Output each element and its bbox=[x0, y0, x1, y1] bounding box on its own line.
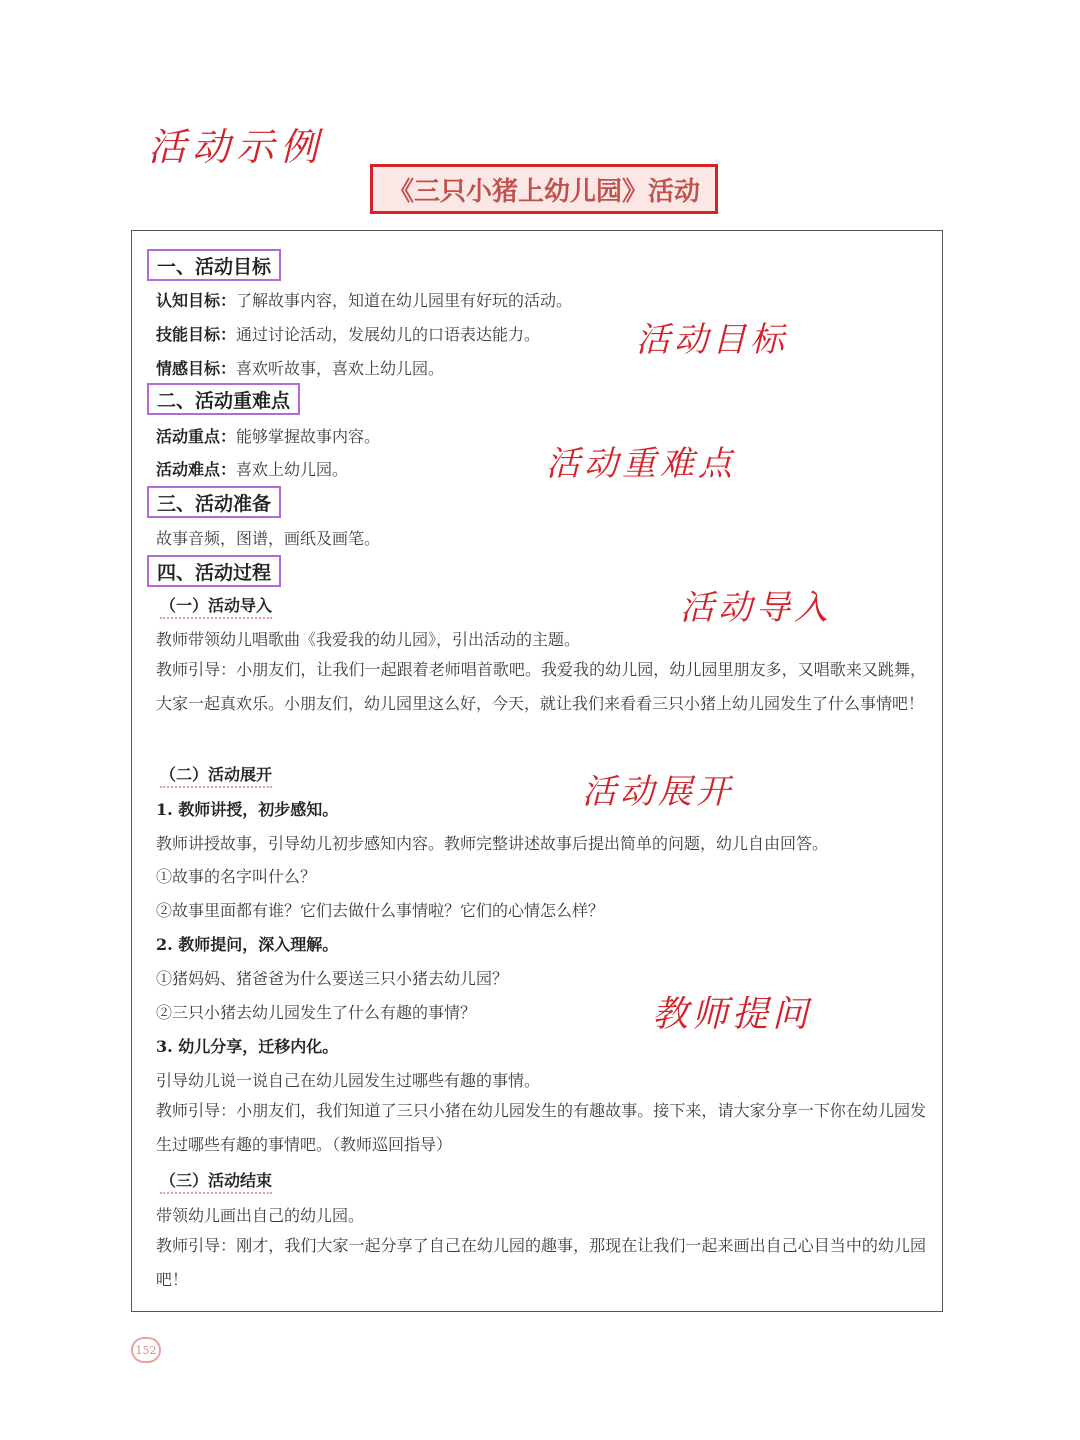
step-1-text: 教师讲授故事，引导幼儿初步感知内容。教师完整讲述故事后提出简单的问题，幼儿自由回答。 bbox=[156, 834, 829, 853]
question-3: ①猪妈妈、猪爸爸为什么要送三只小猪去幼儿园？ bbox=[156, 969, 509, 988]
difficulty-line bbox=[156, 457, 348, 480]
annotation-key-points: 活动重难点 bbox=[546, 444, 736, 484]
section-heading-key-points: 二、活动重难点 bbox=[147, 383, 300, 415]
emotion-goal-label: 情感目标： bbox=[156, 359, 237, 378]
key-point-line bbox=[156, 424, 380, 447]
skill-goal-line bbox=[156, 322, 540, 345]
question-1: ①故事的名字叫什么？ bbox=[156, 867, 317, 886]
key-point-label: 活动重点： bbox=[156, 427, 237, 446]
step-3-guide-paragraph: 教师引导：小朋友们，我们知道了三只小猪在幼儿园发生的有趣故事。接下来，请大家分享一下你在幼儿园发生过哪些有趣的事情吧。（教师巡回指导） bbox=[156, 1101, 926, 1154]
annotation-development: 活动展开 bbox=[582, 772, 734, 812]
question-4: ②三只小猪去幼儿园发生了什么有趣的事情？ bbox=[156, 1003, 477, 1022]
page-heading-handwritten: 活动示例 bbox=[148, 125, 325, 169]
annotation-introduction: 活动导入 bbox=[680, 588, 832, 628]
cognitive-goal-line bbox=[156, 288, 572, 311]
step-3-heading: 3. 幼儿分享，迁移内化。 bbox=[156, 1037, 339, 1056]
skill-goal-text: 通过讨论活动，发展幼儿的口语表达能力。 bbox=[236, 325, 541, 344]
conclusion-line-1: 带领幼儿画出自己的幼儿园。 bbox=[156, 1206, 365, 1225]
subheading-introduction: （一）活动导入 bbox=[160, 593, 272, 619]
cognitive-goal-text: 了解故事内容，知道在幼儿园里有好玩的活动。 bbox=[236, 291, 573, 310]
introduction-guide-paragraph: 教师引导：小朋友们，让我们一起跟着老师唱首歌吧。我爱我的幼儿园，幼儿园里朋友多，又唱歌来又跳舞，大家一起真欢乐。小朋友们，幼儿园里这么好，今天，就让我们来看看三只小猪上幼儿园发生了什么事情吧！ bbox=[156, 660, 926, 713]
section-heading-process: 四、活动过程 bbox=[147, 555, 281, 587]
skill-goal-label: 技能目标： bbox=[156, 325, 237, 344]
document-title: 《三只小猪上幼儿园》活动 bbox=[370, 164, 718, 214]
preparation-text: 故事音频，图谱，画纸及画笔。 bbox=[156, 529, 381, 548]
annotation-goals: 活动目标 bbox=[636, 320, 788, 360]
subheading-development: （二）活动展开 bbox=[160, 762, 272, 788]
section-heading-goals: 一、活动目标 bbox=[147, 249, 281, 281]
emotion-goal-line bbox=[156, 356, 444, 379]
page-number-badge: 152 bbox=[131, 1337, 161, 1363]
question-2: ②故事里面都有谁？它们去做什么事情啦？它们的心情怎么样？ bbox=[156, 901, 605, 920]
annotation-questions: 教师提问 bbox=[652, 994, 813, 1035]
step-2-heading: 2. 教师提问，深入理解。 bbox=[156, 935, 339, 954]
cognitive-goal-label: 认知目标： bbox=[156, 291, 237, 310]
step-1-heading: 1. 教师讲授，初步感知。 bbox=[156, 800, 339, 819]
key-point-text: 能够掌握故事内容。 bbox=[236, 427, 381, 446]
section-heading-preparation: 三、活动准备 bbox=[147, 486, 281, 518]
difficulty-text: 喜欢上幼儿园。 bbox=[236, 460, 349, 479]
subheading-conclusion: （三）活动结束 bbox=[160, 1168, 272, 1194]
emotion-goal-text: 喜欢听故事，喜欢上幼儿园。 bbox=[236, 359, 445, 378]
step-3-text: 引导幼儿说一说自己在幼儿园发生过哪些有趣的事情。 bbox=[156, 1071, 541, 1090]
introduction-line-1: 教师带领幼儿唱歌曲《我爱我的幼儿园》，引出活动的主题。 bbox=[156, 630, 581, 649]
difficulty-label: 活动难点： bbox=[156, 460, 237, 479]
conclusion-guide-paragraph: 教师引导：刚才，我们大家一起分享了自己在幼儿园的趣事，那现在让我们一起来画出自己心目当中的幼儿园吧！ bbox=[156, 1236, 926, 1289]
